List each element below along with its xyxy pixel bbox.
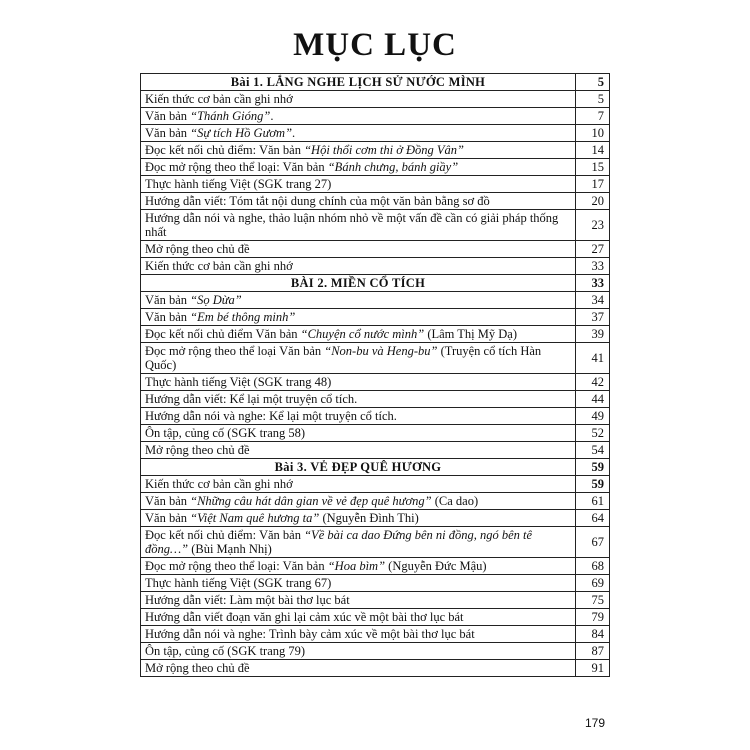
entry-title-text: (Nguyễn Đình Thi) [319, 511, 419, 525]
entry-title-text: Mở rộng theo chủ đề [145, 661, 250, 675]
toc-row [141, 343, 610, 374]
entry-title-text: Hướng dẫn viết: Làm một bài thơ lục bát [145, 593, 350, 607]
entry-title [141, 176, 576, 193]
entry-title-text: Hướng dẫn nói và nghe: Trình bày cảm xúc về một bài thơ lục bát [145, 627, 475, 641]
entry-title-text: Bài 1. LẮNG NGHE LỊCH SỬ NƯỚC MÌNH [230, 75, 486, 89]
entry-title-text: Văn bản [145, 109, 191, 123]
entry-page-number: 37 [576, 309, 610, 326]
entry-title [141, 258, 576, 275]
entry-title-text: Hướng dẫn nói và nghe, thảo luận nhóm nhỏ về một vấn đề cần có giải pháp thống nhất [145, 211, 559, 239]
toc-row [141, 493, 610, 510]
toc-row [141, 476, 610, 493]
entry-page-number: 33 [576, 258, 610, 275]
entry-page-number: 84 [576, 626, 610, 643]
entry-page-number: 67 [576, 527, 610, 558]
toc-row [141, 292, 610, 309]
toc-row [141, 108, 610, 125]
entry-title-italic: “Hội thổi cơm thi ở Đồng Vân” [304, 143, 464, 157]
entry-page-number: 39 [576, 326, 610, 343]
entry-title-text: . [270, 109, 274, 123]
entry-page-number: 34 [576, 292, 610, 309]
entry-page-number: 5 [576, 91, 610, 108]
entry-title-text: Mở rộng theo chủ đề [145, 443, 250, 457]
entry-title-italic: “Hoa bìm” [327, 559, 386, 573]
toc-row [141, 527, 610, 558]
entry-title-text: Hướng dẫn viết: Kể lại một truyện cổ tích. [145, 392, 358, 406]
entry-title-italic: “Bánh chưng, bánh giầy” [327, 160, 459, 174]
entry-page-number: 69 [576, 575, 610, 592]
entry-page-number: 91 [576, 660, 610, 677]
toc-body [141, 74, 610, 677]
toc-row [141, 309, 610, 326]
toc-row [141, 660, 610, 677]
toc-row [141, 210, 610, 241]
entry-page-number: 59 [576, 459, 610, 476]
entry-title-text: BÀI 2. MIỀN CỔ TÍCH [290, 276, 426, 290]
entry-title-italic: “Về bài ca dao Đứng bên ni đồng, ngó bên tê đồng…” [145, 528, 533, 556]
toc-row [141, 258, 610, 275]
toc-row [141, 142, 610, 159]
toc-row [141, 391, 610, 408]
entry-page-number: 10 [576, 125, 610, 142]
entry-page-number: 20 [576, 193, 610, 210]
entry-title [141, 643, 576, 660]
entry-page-number: 79 [576, 609, 610, 626]
entry-title-italic: “Những câu hát dân gian về vẻ đẹp quê hương” [190, 494, 432, 508]
section-title [141, 74, 576, 91]
entry-title-text: Hướng dẫn viết: Tóm tắt nội dung chính của một văn bản bằng sơ đồ [145, 194, 490, 208]
entry-title [141, 476, 576, 493]
entry-title-text: Văn bản [145, 511, 191, 525]
entry-page-number: 64 [576, 510, 610, 527]
entry-title-italic: “Chuyện cổ nước mình” [300, 327, 425, 341]
entry-title [141, 660, 576, 677]
entry-title [141, 210, 576, 241]
entry-page-number: 59 [576, 476, 610, 493]
entry-title [141, 193, 576, 210]
entry-title [141, 326, 576, 343]
entry-page-number: 68 [576, 558, 610, 575]
toc-section-row [141, 275, 610, 292]
entry-title [141, 626, 576, 643]
toc-row [141, 374, 610, 391]
toc-row [141, 609, 610, 626]
entry-title [141, 142, 576, 159]
toc-row [141, 575, 610, 592]
entry-title-text: Mở rộng theo chủ đề [145, 242, 250, 256]
entry-title [141, 442, 576, 459]
entry-title-text: (Bùi Mạnh Nhị) [188, 542, 272, 556]
entry-title-text: (Nguyễn Đức Mậu) [385, 559, 487, 573]
entry-title-text: Kiến thức cơ bản cần ghi nhớ [145, 259, 293, 273]
entry-title-text: Đọc mở rộng theo thể loại: Văn bản [145, 160, 328, 174]
toc-row [141, 408, 610, 425]
toc-section-row [141, 459, 610, 476]
page-number: 179 [585, 716, 606, 730]
entry-title [141, 159, 576, 176]
entry-page-number: 17 [576, 176, 610, 193]
page-title: MỤC LỤC [293, 27, 457, 63]
section-title [141, 275, 576, 292]
toc-row [141, 193, 610, 210]
toc-row [141, 626, 610, 643]
entry-title [141, 241, 576, 258]
entry-page-number: 42 [576, 374, 610, 391]
toc-row [141, 510, 610, 527]
entry-page-number: 52 [576, 425, 610, 442]
entry-title [141, 493, 576, 510]
entry-title-text: Thực hành tiếng Việt (SGK trang 67) [145, 576, 332, 590]
entry-title-italic: “Việt Nam quê hương ta” [190, 511, 320, 525]
toc-row [141, 326, 610, 343]
toc-row [141, 176, 610, 193]
entry-title [141, 125, 576, 142]
entry-page-number: 23 [576, 210, 610, 241]
entry-page-number: 41 [576, 343, 610, 374]
entry-title-text: Kiến thức cơ bản cần ghi nhớ [145, 92, 293, 106]
entry-title-text: Đọc kết nối chủ điểm Văn bản [145, 327, 301, 341]
entry-title-text: Văn bản [145, 310, 191, 324]
toc-row [141, 91, 610, 108]
entry-title-text: Thực hành tiếng Việt (SGK trang 48) [145, 375, 332, 389]
entry-title [141, 527, 576, 558]
entry-title-italic: “Thánh Gióng” [190, 109, 271, 123]
entry-title [141, 91, 576, 108]
toc-row [141, 125, 610, 142]
entry-title-text: (Truyện cổ tích Hàn Quốc) [145, 344, 542, 372]
entry-title-text: Đọc kết nối chủ điểm: Văn bản [145, 528, 305, 542]
entry-title-italic: “Non-bu và Heng-bu” [324, 344, 438, 358]
entry-page-number: 33 [576, 275, 610, 292]
entry-title-text: Đọc mở rộng theo thể loại: Văn bản [145, 559, 328, 573]
table-of-contents [140, 73, 610, 677]
entry-title [141, 609, 576, 626]
entry-title [141, 108, 576, 125]
entry-page-number: 49 [576, 408, 610, 425]
entry-title [141, 391, 576, 408]
toc-section-row [141, 74, 610, 91]
entry-page-number: 5 [576, 74, 610, 91]
entry-title [141, 374, 576, 391]
toc-row [141, 442, 610, 459]
entry-title-text: Kiến thức cơ bản cần ghi nhớ [145, 477, 293, 491]
entry-title-text: Ôn tập, củng cố (SGK trang 58) [145, 426, 306, 440]
toc-row [141, 592, 610, 609]
entry-title-text: Hướng dẫn nói và nghe: Kể lại một truyện cổ tích. [145, 409, 397, 423]
entry-title-text: Ôn tập, củng cố (SGK trang 79) [145, 644, 306, 658]
entry-title-text: Hướng dẫn viết đoạn văn ghi lại cảm xúc về một bài thơ lục bát [145, 610, 464, 624]
entry-title [141, 510, 576, 527]
entry-title-text: (Ca dao) [431, 494, 479, 508]
entry-title-text: . [292, 126, 296, 140]
entry-title [141, 292, 576, 309]
entry-title-text: Bài 3. VẺ ĐẸP QUÊ HƯƠNG [274, 460, 442, 474]
entry-title-text: Đọc mở rộng theo thể loại Văn bản [145, 344, 325, 358]
toc-row [141, 558, 610, 575]
entry-page-number: 54 [576, 442, 610, 459]
entry-title [141, 575, 576, 592]
toc-row [141, 159, 610, 176]
entry-title [141, 425, 576, 442]
entry-page-number: 27 [576, 241, 610, 258]
entry-page-number: 15 [576, 159, 610, 176]
entry-title-text: Thực hành tiếng Việt (SGK trang 27) [145, 177, 332, 191]
entry-page-number: 44 [576, 391, 610, 408]
entry-title-text: Văn bản [145, 494, 191, 508]
entry-title-italic: “Em bé thông minh” [190, 310, 296, 324]
entry-title [141, 558, 576, 575]
entry-title [141, 309, 576, 326]
entry-page-number: 7 [576, 108, 610, 125]
entry-title [141, 343, 576, 374]
entry-title-italic: “Sự tích Hồ Gươm” [190, 126, 293, 140]
entry-page-number: 14 [576, 142, 610, 159]
toc-row [141, 643, 610, 660]
entry-title-text: Văn bản [145, 293, 191, 307]
entry-title-text: Đọc kết nối chủ điểm: Văn bản [145, 143, 305, 157]
entry-title-italic: “Sọ Dừa” [190, 293, 242, 307]
entry-title [141, 592, 576, 609]
entry-page-number: 75 [576, 592, 610, 609]
entry-title [141, 408, 576, 425]
entry-title-text: (Lâm Thị Mỹ Dạ) [424, 327, 518, 341]
toc-row [141, 425, 610, 442]
section-title [141, 459, 576, 476]
toc-row [141, 241, 610, 258]
entry-page-number: 61 [576, 493, 610, 510]
entry-page-number: 87 [576, 643, 610, 660]
entry-title-text: Văn bản [145, 126, 191, 140]
